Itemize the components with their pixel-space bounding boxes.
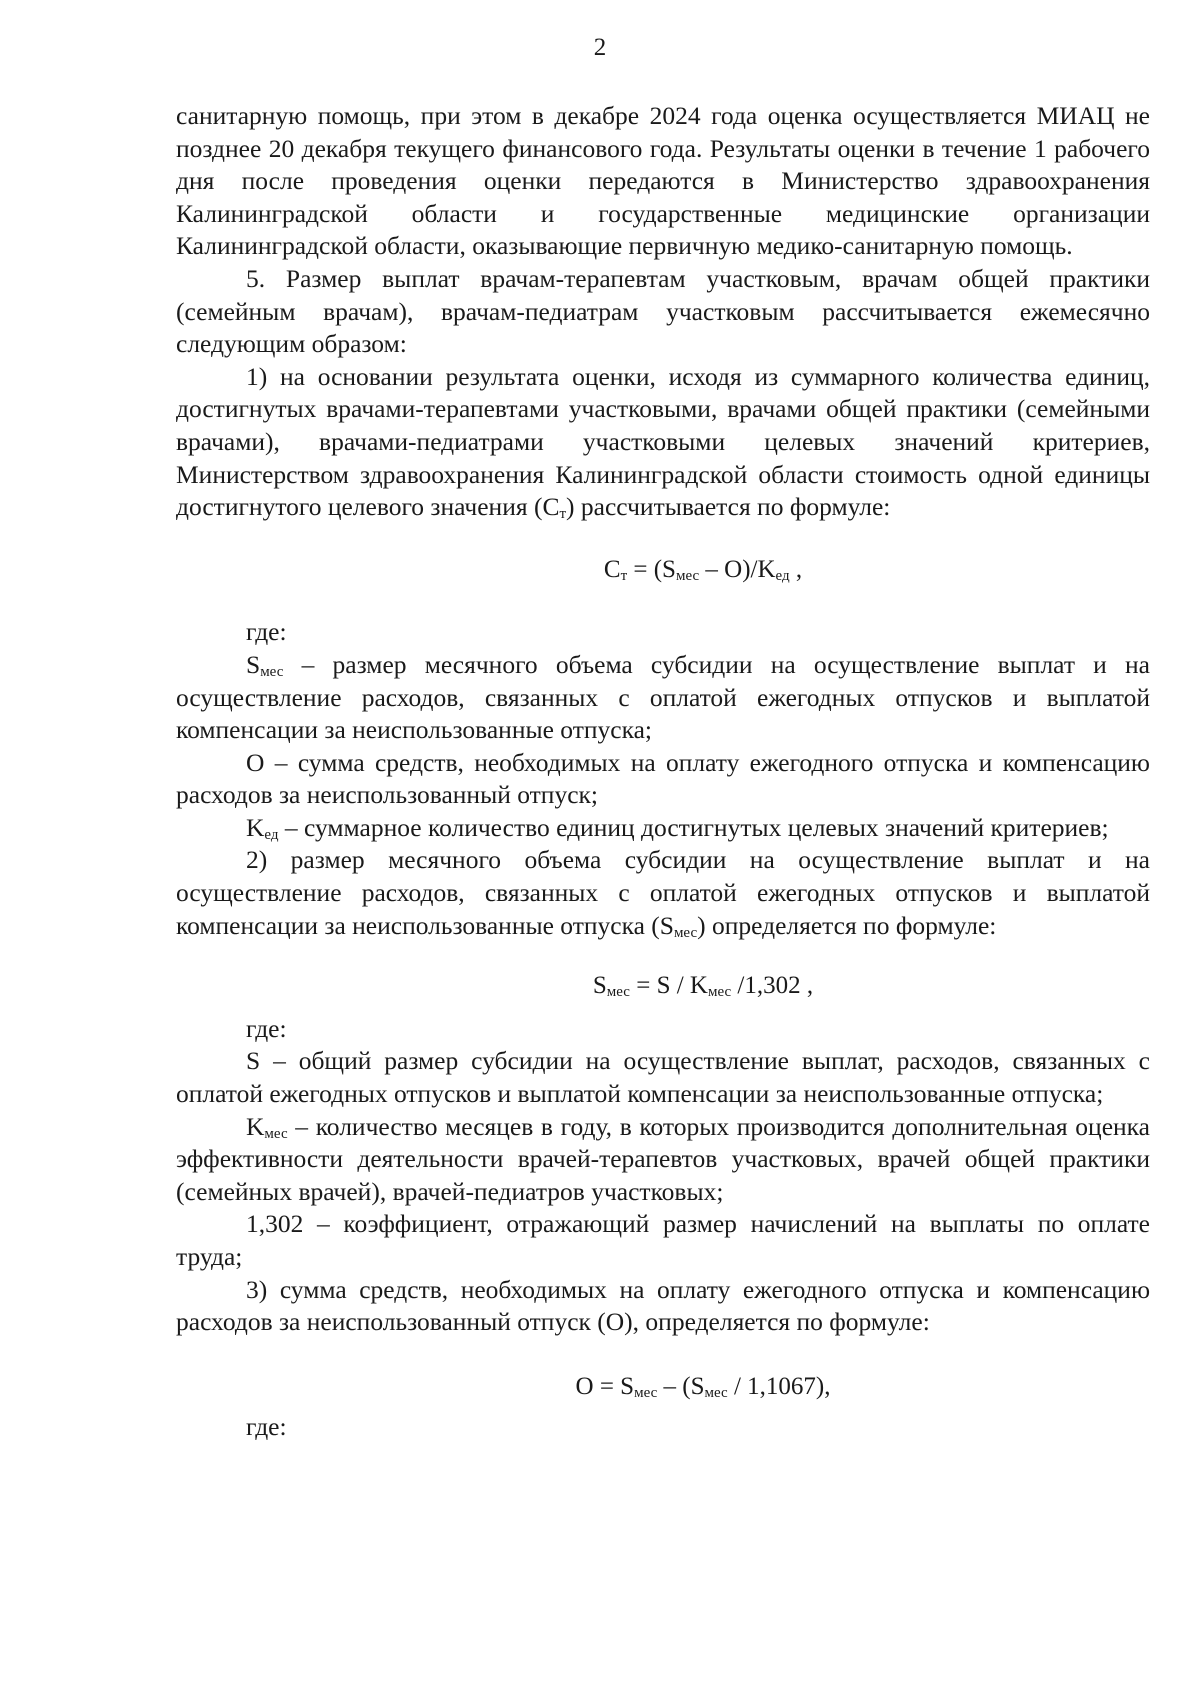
where-label: где: <box>246 1412 287 1442</box>
page-number: 2 <box>593 34 607 61</box>
where-label: где: <box>246 617 287 647</box>
subitem-1-tail: ) рассчитывается по формуле: <box>566 492 891 522</box>
definition-coefficient: 1,302 – коэффициент, отражающий размер начислений на выплаты по оплате труда; <box>176 1209 1150 1271</box>
paragraph-subitem-1 <box>176 361 1150 524</box>
paragraph-subitem-3: 3) сумма средств, необходимых на оплату ежегодного отпуска и компенсацию расходов за неиспользованный отпуск (O), определяется по формуле: <box>176 1274 1150 1337</box>
definition-o: O – сумма средств, необходимых на оплату ежегодного отпуска и компенсацию расходов за неиспользованный отпуск; <box>176 747 1150 810</box>
definition-s: S – общий размер субсидии на осуществление выплат, расходов, связанных с оплатой ежегодных отпусков и выплатой компенсации за неиспользованные отпуска; <box>176 1046 1150 1109</box>
formula-monthly-subsidy: $S_{мес} = S / K_{мес}$ /1,302 , <box>592 972 814 1001</box>
paragraph-item-5: 5. Размер выплат врачам-терапевтам участковым, врачам общей практики (семейным врачам), врачам-педиатрам участковым рассчитывается ежемесячно следующим образом: <box>176 263 1150 359</box>
subitem-1-text: 1) на основании результата оценки, исходя из суммарного количества единиц, достигнутых врачами-терапевтами участковыми, врачами общей практики (семейными врачами), врачами-педиатрами участковыми целевых значений критериев, Министерством здравоохранения Калининградской области стоимость одной единицы достигнутого целевого значения (С <box>176 361 1150 522</box>
definition-ked: $K_{ед}$ – суммарное количество единиц достигнутых целевых значений критериев; <box>246 812 1109 843</box>
formula-vacation-sum: $O = S_{мес} - (S_{мес} / 1,1067)$, <box>575 1372 831 1401</box>
where-label: где: <box>246 1013 287 1043</box>
paragraph-continuation: санитарную помощь, при этом в декабре 2024 года оценка осуществляется МИАЦ не позднее 20 декабря текущего финансового года. Результаты оценки в течение 1 рабочего дня после проведения оценки передаются в Министерство здравоохранения Калининградской области и государственные медицинские организации Калининградской области, оказывающие первичную медико-санитарную помощь. <box>176 101 1150 261</box>
document-body <box>176 100 1150 1444</box>
definition-kmes: $K_{мес}$ – количество месяцев в году, в которых производится дополнительная оценка эффективности деятельности врачей-терапевтов участковых, врачей общей практики (семейных врачей), врачей-педиатров участковых; <box>176 1111 1150 1206</box>
paragraph-subitem-2: 2) размер месячного объема субсидии на осуществление выплат и на осуществление расходов, связанных с оплатой ежегодных отпусков и выплатой компенсации за неиспользованные отпуска $(S_{мес})$ определяется по формуле: <box>176 845 1150 941</box>
definition-smes: $S_{мес}$ – размер месячного объема субсидии на осуществление выплат и на осуществление расходов, связанных с оплатой ежегодных отпусков и выплатой компенсации за неиспользованные отпуска; <box>176 649 1150 745</box>
formula-unit-cost: $С_т = (S_{мес} - O)/K_{ед}$ , <box>603 555 803 584</box>
subscript: т <box>559 506 567 523</box>
